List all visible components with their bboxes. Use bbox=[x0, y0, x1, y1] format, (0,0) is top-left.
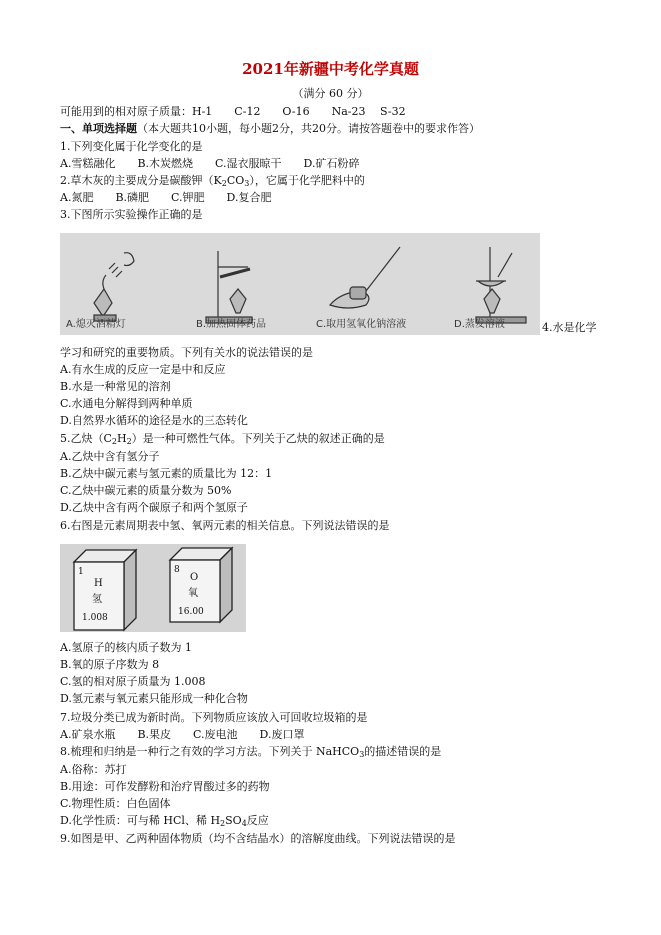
q8-option-a: A.俗称：苏打 bbox=[60, 763, 127, 776]
atomic-masses: 可能用到的相对原子质量：H-1 C-12 O-16 Na-23 S-32 bbox=[60, 105, 406, 118]
q7-options: A.矿泉水瓶 B.果皮 C.废电池 D.废口罩 bbox=[60, 728, 305, 741]
q2-stem bbox=[60, 174, 365, 191]
q8-option-d bbox=[60, 814, 269, 831]
q2-stem-a: 2.草木灰的主要成分是碳酸钾（K bbox=[60, 174, 222, 187]
q8-stem-b: 的描述错误的是 bbox=[364, 745, 442, 758]
q9-stem: 9.如图是甲、乙两种固体物质（均不含结晶水）的溶解度曲线。下列说法错误的是 bbox=[60, 832, 456, 845]
q8-optd-c: 反应 bbox=[246, 814, 269, 827]
q8-sub1: 3 bbox=[359, 750, 365, 759]
q1-options: A.雪糕融化 B.木炭燃烧 C.湿衣服晾干 D.矿石粉碎 bbox=[60, 157, 360, 170]
q8-stem-a: 8.梳理和归纳是一种行之有效的学习方法。下列关于 NaHCO bbox=[60, 745, 360, 758]
o-atomic-number: 8 bbox=[174, 565, 180, 575]
q5-option-b: B.乙炔中碳元素与氢元素的质量比为 12：1 bbox=[60, 467, 273, 480]
caption-b: B.加热固体药品 bbox=[196, 319, 267, 330]
q6-option-c: C.氢的相对原子质量为 1.008 bbox=[60, 675, 206, 688]
q4-option-a: A.有水生成的反应一定是中和反应 bbox=[60, 363, 226, 376]
q8-option-c: C.物理性质：白色固体 bbox=[60, 797, 171, 810]
q6-stem: 6.右图是元素周期表中氢、氧两元素的相关信息。下列说法错误的是 bbox=[60, 519, 390, 532]
q4-stem: 学习和研究的重要物质。下列有关水的说法错误的是 bbox=[60, 346, 313, 359]
q8-optd-a: D.化学性质：可与稀 HCl、稀 H bbox=[60, 814, 221, 827]
q6-option-b: B.氧的原子序数为 8 bbox=[60, 658, 160, 671]
h-name: 氢 bbox=[92, 594, 102, 605]
page-title: 2021年新疆中考化学真题 bbox=[242, 60, 419, 78]
h-symbol: H bbox=[94, 578, 103, 589]
q2-options: A.氮肥 B.磷肥 C.钾肥 D.复合肥 bbox=[60, 191, 272, 204]
q5-stem bbox=[60, 432, 385, 449]
caption-c: C.取用氢氧化钠溶液 bbox=[316, 319, 407, 330]
h-mass: 1.008 bbox=[82, 613, 108, 623]
h-atomic-number: 1 bbox=[78, 567, 84, 577]
q8-optd-sub1: 2 bbox=[220, 819, 226, 828]
q2-sub2: 3 bbox=[244, 179, 250, 188]
q8-optd-sub2: 4 bbox=[241, 819, 247, 828]
q2-stem-b: CO bbox=[226, 174, 245, 187]
q5-sub2: 2 bbox=[126, 437, 132, 446]
o-symbol: O bbox=[190, 572, 199, 583]
caption-a: A.熄灭酒精灯 bbox=[66, 319, 126, 330]
q5-stem-a: 5.乙炔（C bbox=[60, 432, 112, 445]
experiment-operations-photo bbox=[60, 233, 540, 335]
q5-option-c: C.乙炔中碳元素的质量分数为 50% bbox=[60, 484, 232, 497]
o-name: 氧 bbox=[188, 588, 198, 599]
q2-stem-c: ），它属于化学肥料中的 bbox=[249, 174, 365, 187]
q8-optd-b: SO bbox=[225, 814, 242, 827]
q6-option-a: A.氢原子的核内质子数为 1 bbox=[60, 641, 192, 654]
q8-option-b: B.用途：可作发酵粉和治疗胃酸过多的药物 bbox=[60, 780, 270, 793]
periodic-table-photo bbox=[60, 544, 246, 632]
q4-option-c: C.水通电分解得到两种单质 bbox=[60, 397, 193, 410]
score-note: （满分 60 分） bbox=[292, 87, 369, 100]
section-note: （本大题共10小题，每小题2分，共20分。请按答题卷中的要求作答） bbox=[137, 122, 480, 135]
q5-stem-c: ）是一种可燃性气体。下列关于乙炔的叙述正确的是 bbox=[131, 432, 385, 445]
q8-stem bbox=[60, 745, 441, 762]
q4-option-b: B.水是一种常见的溶剂 bbox=[60, 380, 171, 393]
q5-option-d: D.乙炔中含有两个碳原子和两个氢原子 bbox=[60, 501, 248, 514]
section-header bbox=[60, 122, 480, 136]
q4-stem-tail: 4.水是化学 bbox=[542, 321, 597, 334]
q5-sub1: 2 bbox=[111, 437, 118, 446]
q6-option-d: D.氢元素与氧元素只能形成一种化合物 bbox=[60, 692, 248, 705]
q3-stem: 3.下图所示实验操作正确的是 bbox=[60, 208, 203, 221]
caption-d: D.蒸发溶液 bbox=[454, 319, 505, 330]
q1-stem: 1.下列变化属于化学变化的是 bbox=[60, 140, 203, 153]
o-mass: 16.00 bbox=[178, 607, 204, 617]
q5-option-a: A.乙炔中含有氢分子 bbox=[60, 450, 160, 463]
q5-stem-b: H bbox=[117, 432, 127, 445]
q2-sub1: 2 bbox=[221, 179, 227, 188]
q4-option-d: D.自然界水循环的途径是水的三态转化 bbox=[60, 414, 248, 427]
q7-stem: 7.垃圾分类已成为新时尚。下列物质应该放入可回收垃圾箱的是 bbox=[60, 711, 368, 724]
section-title: 一、单项选择题 bbox=[60, 122, 137, 135]
